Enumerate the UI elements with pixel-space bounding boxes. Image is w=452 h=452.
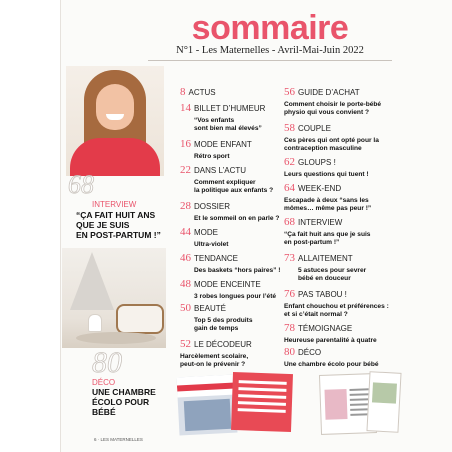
feature-number: 80 (92, 346, 122, 379)
toc-category: MODE ENFANT (194, 140, 252, 149)
toc-description: Enfant chouchou et préférences : et si c’était normal ? (284, 303, 389, 318)
toc-category: DANS L’ACTU (194, 166, 247, 175)
toc-category: PAS TABOU ! (298, 290, 347, 299)
toc-description: Rétro sport (194, 153, 230, 160)
toc-page-number: 46 (180, 252, 191, 264)
toc-category: BILLET D’HUMEUR (194, 104, 266, 113)
toc-page-number: 44 (180, 226, 191, 238)
toc-category: GLOUPS ! (298, 158, 336, 167)
spread-thumbnail (231, 372, 293, 432)
toc-entry[interactable] (284, 178, 396, 213)
thumbnail-text-lines (239, 380, 287, 385)
toc-entry[interactable] (284, 318, 396, 345)
toc-entry[interactable] (284, 342, 396, 369)
toc-category: DOSSIER (194, 202, 231, 211)
toc-entry[interactable] (284, 118, 396, 153)
toc-category: GUIDE D’ACHAT (298, 88, 360, 97)
feature-category: DÉCO (92, 378, 116, 387)
portrait-face (96, 84, 134, 130)
feature-category: INTERVIEW (92, 200, 137, 209)
toc-entry[interactable] (180, 222, 300, 249)
toc-description: Comment choisir le porte-bébé physio qui vous convient ? (284, 101, 382, 116)
toc-category: MODE ENCEINTE (194, 280, 261, 289)
toc-entry[interactable] (180, 334, 300, 369)
toc-page-number: 14 (180, 102, 191, 114)
toc-description: Des baskets “hors paires” ! (194, 267, 281, 274)
toc-page-number: 80 (284, 346, 295, 358)
toc-entry[interactable] (284, 152, 396, 179)
feature-headline: “ÇA FAIT HUIT ANS QUE JE SUIS EN POST-PARTUM !” (76, 210, 161, 240)
nursery-canopy (70, 252, 114, 310)
toc-entry[interactable] (284, 284, 396, 319)
toc-entry[interactable] (180, 160, 300, 195)
toc-page-number: 50 (180, 302, 191, 314)
toc-entry[interactable] (284, 82, 396, 117)
toc-page-number: 8 (180, 86, 186, 98)
spread-thumbnail (366, 371, 401, 433)
toc-description: Escapade à deux “sans les mômes… même pas peur !” (284, 197, 372, 212)
toc-entry[interactable] (284, 212, 396, 247)
toc-description: Heureuse parentalité à quatre (284, 337, 377, 344)
toc-page-number: 22 (180, 164, 191, 176)
page-footer: 6 · LES MATERNELLES (94, 437, 143, 442)
toc-description: Harcèlement scolaire, peut-on le prévenir ? (180, 353, 249, 368)
toc-description: “Vos enfants sont bien mal élevés” (194, 117, 262, 132)
toc-entry[interactable] (180, 134, 300, 161)
nursery-rug (76, 332, 156, 344)
issue-line: N°1 - Les Maternelles - Avril-Mai-Juin 2022 (176, 45, 364, 56)
toc-page-number: 78 (284, 322, 295, 334)
toc-entry[interactable] (180, 98, 300, 133)
toc-description: Ces pères qui ont opté pour la contraception masculine (284, 137, 379, 152)
toc-description: Top 5 des produits gain de temps (194, 317, 253, 332)
toc-category: DÉCO (298, 348, 322, 357)
toc-description: Ultra-violet (194, 241, 229, 248)
toc-entry[interactable] (180, 274, 300, 301)
nursery-cradle (116, 304, 164, 334)
toc-page-number: 16 (180, 138, 191, 150)
portrait-photo (66, 66, 164, 176)
feature-headline: UNE CHAMBRE ÉCOLO POUR BÉBÉ (92, 387, 156, 417)
toc-description: Comment expliquer la politique aux enfants ? (194, 179, 274, 194)
thumbnail-text-lines (349, 388, 369, 391)
toc-page-number: 62 (284, 156, 295, 168)
toc-category: MODE (194, 228, 218, 237)
toc-category: TÉMOIGNAGE (298, 324, 353, 333)
toc-entry[interactable] (180, 196, 300, 223)
toc-category: BEAUTÉ (194, 304, 227, 313)
toc-page-number: 28 (180, 200, 191, 212)
toc-category: LE DÉCODEUR (194, 340, 252, 349)
toc-description: “Ça fait huit ans que je suis en post-partum !” (284, 231, 371, 246)
toc-description: Leurs questions qui tuent ! (284, 171, 369, 178)
toc-page-number: 58 (284, 122, 295, 134)
toc-entry[interactable] (180, 298, 300, 333)
toc-entry[interactable] (284, 248, 396, 283)
thumbnail-photo (324, 389, 347, 420)
toc-category: ALLAITEMENT (298, 254, 353, 263)
toc-page-number: 73 (284, 252, 295, 264)
toc-category: INTERVIEW (298, 218, 343, 227)
toc-page-number: 64 (284, 182, 295, 194)
toc-page-number: 48 (180, 278, 191, 290)
toc-description: 3 robes longues pour l’été (194, 293, 277, 300)
toc-entry[interactable] (180, 248, 300, 275)
toc-description: Une chambre écolo pour bébé (284, 361, 379, 368)
feature-number: 68 (68, 170, 94, 199)
toc-category: ACTUS (188, 88, 216, 97)
toc-page-number: 68 (284, 216, 295, 228)
thumbnail-photo (184, 399, 232, 431)
toc-category: TENDANCE (194, 254, 239, 263)
toc-page-number: 52 (180, 338, 191, 350)
toc-description: 5 astuces pour sevrer bébé en douceur (298, 267, 367, 282)
spread-thumbnail (177, 375, 238, 436)
nursery-photo (62, 248, 166, 348)
toc-category: COUPLE (298, 124, 331, 133)
toc-page-number: 76 (284, 288, 295, 300)
page-title: sommaire (191, 9, 349, 47)
toc-page-number: 56 (284, 86, 295, 98)
toc-description: Et le sommeil on en parle ? (194, 215, 280, 222)
thumbnail-photo (372, 382, 397, 403)
nursery-toy (88, 314, 102, 332)
header-divider (148, 60, 392, 61)
toc-category: WEEK-END (298, 184, 342, 193)
